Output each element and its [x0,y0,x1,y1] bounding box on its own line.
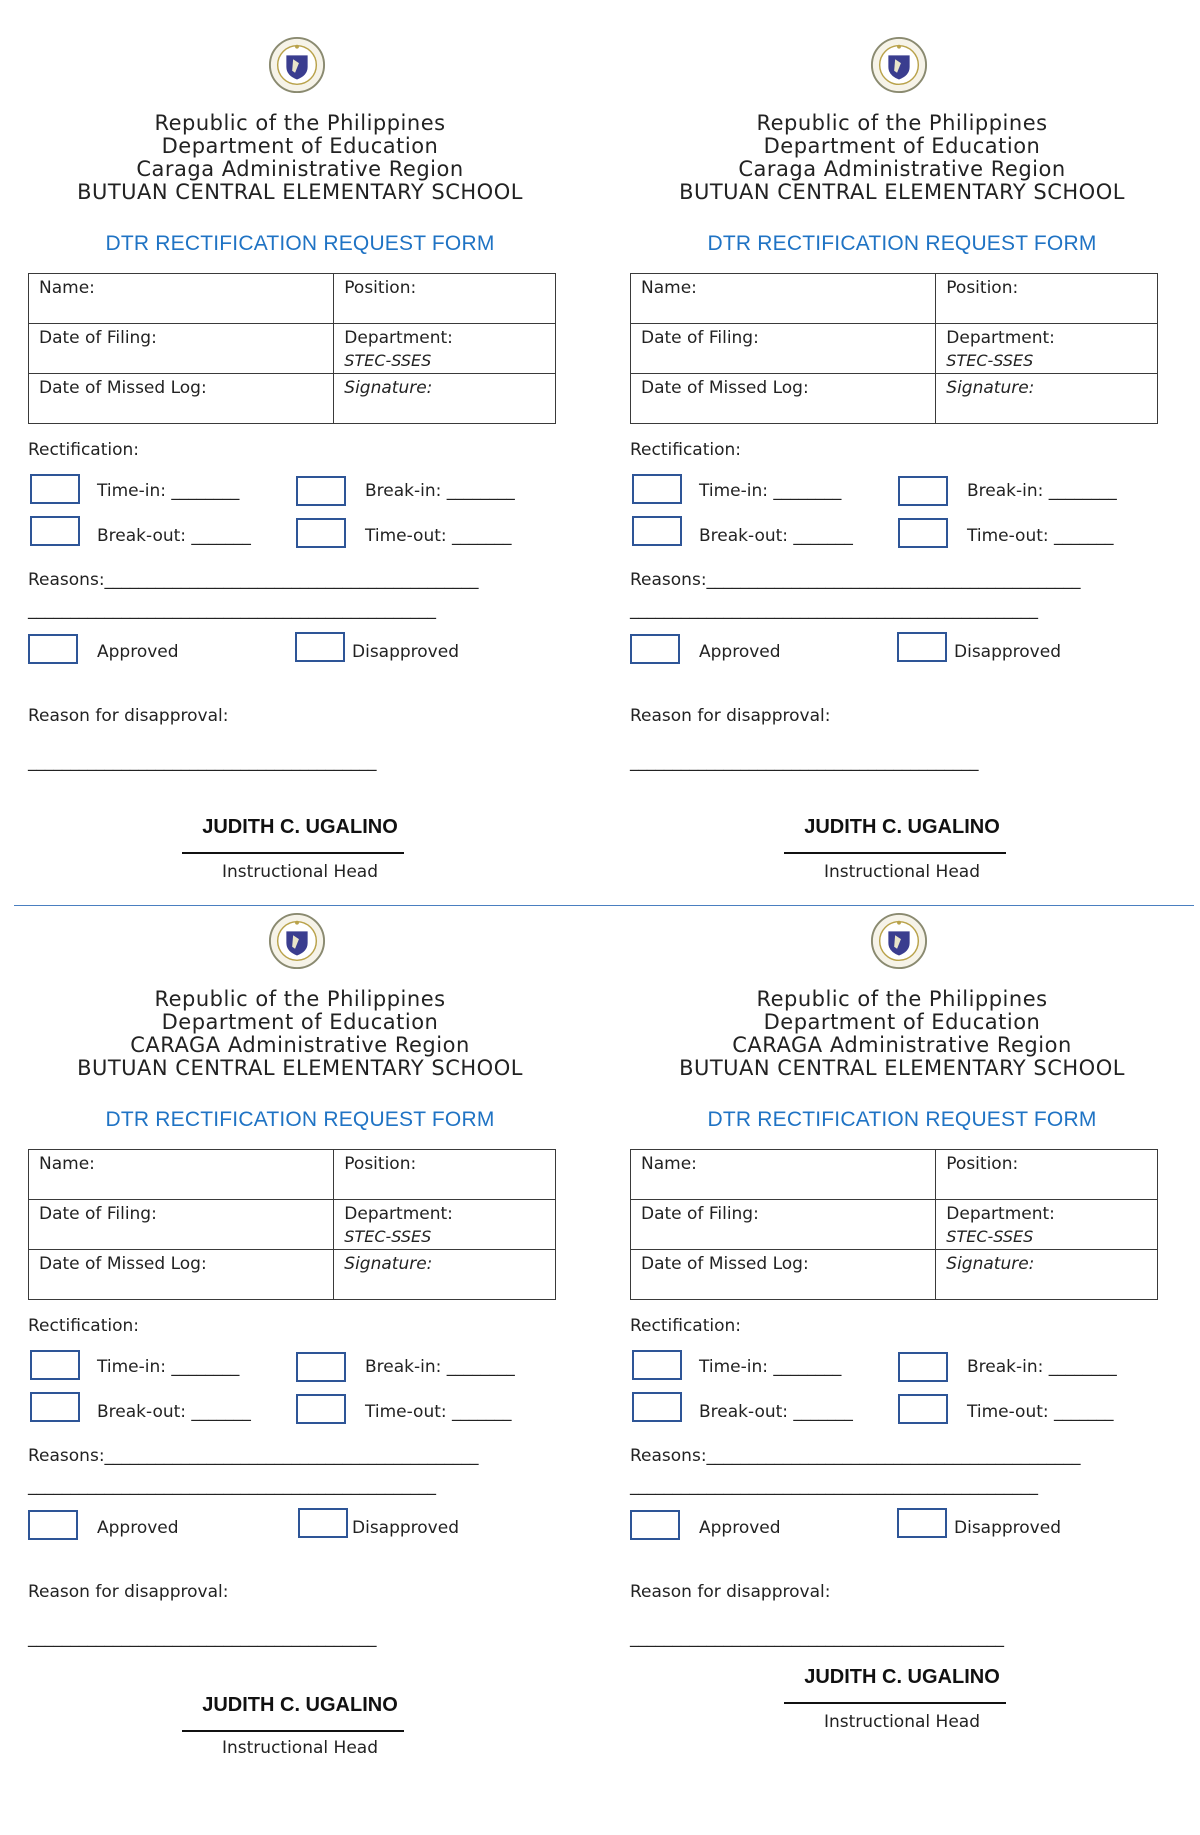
form-title: DTR RECTIFICATION REQUEST FORM [105,1108,495,1131]
header-line: Republic of the Philippines [154,111,446,135]
field-label: Position: [946,1154,1019,1174]
rectification-label: Rectification: [28,1316,140,1336]
field-label: Date of Missed Log: [641,1254,809,1274]
header-line: Department of Education [763,134,1041,158]
employee-info-table [28,273,556,424]
field-label: Date of Missed Log: [641,378,809,398]
disapproved-checkbox[interactable] [295,632,345,662]
reasons-line-2[interactable]: ________________________________________________ [28,600,436,620]
time-out-label: Time-out: _______ [967,1402,1114,1422]
break-out-checkbox[interactable] [632,1392,682,1422]
field-label: Date of Filing: [39,1204,157,1224]
field-label: Date of Missed Log: [39,378,207,398]
time-out-label: Time-out: _______ [967,526,1114,546]
break-out-label: Break-out: _______ [699,526,853,546]
school-name: BUTUAN CENTRAL ELEMENTARY SCHOOL [77,180,523,204]
break-out-checkbox[interactable] [30,516,80,546]
time-in-label: Time-in: ________ [97,481,240,501]
signatory-title: Instructional Head [222,862,378,882]
deped-seal-icon [870,912,928,970]
field-label: Name: [39,1154,95,1174]
employee-info-table [630,1149,1158,1300]
field-label: Name: [641,278,697,298]
position-field[interactable] [936,274,1158,324]
break-in-checkbox[interactable] [296,1352,346,1382]
field-label: Position: [946,278,1019,298]
disapproved-label: Disapproved [954,642,1061,662]
department-value: STEC-SSES [946,351,1034,370]
signatory-title: Instructional Head [824,1712,980,1732]
header-line: Caraga Administrative Region [136,157,464,181]
header-line: Republic of the Philippines [756,111,1048,135]
employee-info-table [28,1149,556,1300]
break-in-checkbox[interactable] [296,476,346,506]
signatory-name: JUDITH C. UGALINO [804,1666,1000,1688]
name-field[interactable] [631,274,936,324]
department-field[interactable] [936,324,1158,374]
break-out-label: Break-out: _______ [97,526,251,546]
approved-checkbox[interactable] [630,634,680,664]
school-name: BUTUAN CENTRAL ELEMENTARY SCHOOL [679,180,1125,204]
rectification-label: Rectification: [28,440,140,460]
disapproval-reason-line[interactable]: _________________________________________ [28,1628,377,1648]
reasons-line[interactable]: Reasons:____________________________________________ [28,570,479,590]
disapproval-reason-line[interactable]: _________________________________________ [630,752,979,772]
signature-field[interactable] [936,1250,1158,1300]
approved-label: Approved [699,1518,781,1538]
date-missed-log-field[interactable] [29,374,334,424]
date-of-filing-field[interactable] [29,324,334,374]
department-value: STEC-SSES [344,351,432,370]
signature-line [784,1702,1006,1704]
field-label: Department: [344,328,453,348]
time-in-label: Time-in: ________ [699,1357,842,1377]
school-name: BUTUAN CENTRAL ELEMENTARY SCHOOL [679,1056,1125,1080]
form-title: DTR RECTIFICATION REQUEST FORM [707,1108,1097,1131]
field-label: Signature: [946,1254,1035,1274]
reasons-line[interactable]: Reasons:____________________________________________ [630,1446,1081,1466]
field-label: Date of Filing: [39,328,157,348]
signatory-name: JUDITH C. UGALINO [202,1694,398,1716]
signatory-name: JUDITH C. UGALINO [804,816,1000,838]
signature-line [182,852,404,854]
reasons-line[interactable]: Reasons:____________________________________________ [630,570,1081,590]
signature-field[interactable] [334,374,556,424]
header-line: Republic of the Philippines [154,987,446,1011]
agency-header [602,988,1200,1080]
header-line: CARAGA Administrative Region [130,1033,470,1057]
disapproval-reason-line[interactable]: _________________________________________ [28,752,377,772]
field-label: Signature: [344,378,433,398]
reasons-line[interactable]: Reasons:____________________________________________ [28,1446,479,1466]
field-label: Department: [344,1204,453,1224]
disapproval-reason-label: Reason for disapproval: [28,706,229,726]
deped-seal-icon [268,36,326,94]
field-label: Date of Missed Log: [39,1254,207,1274]
disapproved-checkbox[interactable] [298,1508,348,1538]
employee-info-table [630,273,1158,424]
signature-field[interactable] [936,374,1158,424]
field-label: Position: [344,278,417,298]
disapproved-label: Disapproved [954,1518,1061,1538]
field-label: Department: [946,1204,1055,1224]
department-value: STEC-SSES [344,1227,432,1246]
break-out-label: Break-out: _______ [97,1402,251,1422]
field-label: Name: [641,1154,697,1174]
reasons-line-2[interactable]: ________________________________________________ [28,1476,436,1496]
reasons-line-2[interactable]: ________________________________________________ [630,600,1038,620]
time-in-checkbox[interactable] [632,474,682,504]
signature-field[interactable] [334,1250,556,1300]
field-label: Position: [344,1154,417,1174]
approved-label: Approved [97,1518,179,1538]
rectification-form [602,0,1200,900]
agency-header [602,112,1200,204]
rectification-label: Rectification: [630,1316,742,1336]
date-of-filing-field[interactable] [631,1200,936,1250]
rectification-form [602,876,1200,1776]
break-in-label: Break-in: ________ [365,1357,515,1377]
signatory-name: JUDITH C. UGALINO [202,816,398,838]
name-field[interactable] [29,274,334,324]
disapproved-checkbox[interactable] [897,1508,947,1538]
date-of-filing-field[interactable] [631,324,936,374]
signatory-title: Instructional Head [824,862,980,882]
time-in-checkbox[interactable] [30,1350,80,1380]
header-line: Department of Education [161,134,439,158]
time-out-label: Time-out: _______ [365,1402,512,1422]
field-label: Date of Filing: [641,328,759,348]
field-label: Name: [39,278,95,298]
field-label: Signature: [946,378,1035,398]
position-field[interactable] [936,1150,1158,1200]
disapproved-checkbox[interactable] [897,632,947,662]
approved-label: Approved [97,642,179,662]
break-out-checkbox[interactable] [632,516,682,546]
school-name: BUTUAN CENTRAL ELEMENTARY SCHOOL [77,1056,523,1080]
approved-checkbox[interactable] [630,1510,680,1540]
time-in-checkbox[interactable] [632,1350,682,1380]
break-in-checkbox[interactable] [898,476,948,506]
time-out-label: Time-out: _______ [365,526,512,546]
deped-seal-icon [268,912,326,970]
header-line: CARAGA Administrative Region [732,1033,1072,1057]
department-field[interactable] [936,1200,1158,1250]
disapproved-label: Disapproved [352,642,459,662]
break-in-label: Break-in: ________ [967,1357,1117,1377]
time-in-label: Time-in: ________ [97,1357,240,1377]
rectification-label: Rectification: [630,440,742,460]
rectification-form [0,876,600,1776]
header-line: Caraga Administrative Region [738,157,1066,181]
department-value: STEC-SSES [946,1227,1034,1246]
deped-seal-icon [870,36,928,94]
date-missed-log-field[interactable] [631,374,936,424]
time-out-checkbox[interactable] [296,518,346,548]
time-in-checkbox[interactable] [30,474,80,504]
time-in-label: Time-in: ________ [699,481,842,501]
approved-label: Approved [699,642,781,662]
time-out-checkbox[interactable] [898,518,948,548]
department-field[interactable] [334,1200,556,1250]
time-out-checkbox[interactable] [296,1394,346,1424]
field-label: Signature: [344,1254,433,1274]
signature-line [784,852,1006,854]
form-title: DTR RECTIFICATION REQUEST FORM [105,232,495,255]
disapproval-reason-line[interactable]: ____________________________________________ [630,1628,1004,1648]
reasons-line-2[interactable]: ________________________________________________ [630,1476,1038,1496]
break-out-checkbox[interactable] [30,1392,80,1422]
name-field[interactable] [29,1150,334,1200]
disapproval-reason-label: Reason for disapproval: [28,1582,229,1602]
date-missed-log-field[interactable] [631,1250,936,1300]
agency-header [0,112,600,204]
approved-checkbox[interactable] [28,634,78,664]
date-of-filing-field[interactable] [29,1200,334,1250]
disapproved-label: Disapproved [352,1518,459,1538]
break-in-label: Break-in: ________ [365,481,515,501]
header-line: Republic of the Philippines [756,987,1048,1011]
break-in-checkbox[interactable] [898,1352,948,1382]
name-field[interactable] [631,1150,936,1200]
disapproval-reason-label: Reason for disapproval: [630,1582,831,1602]
time-out-checkbox[interactable] [898,1394,948,1424]
break-in-label: Break-in: ________ [967,481,1117,501]
break-out-label: Break-out: _______ [699,1402,853,1422]
header-line: Department of Education [763,1010,1041,1034]
signature-line [182,1730,404,1732]
signatory-title: Instructional Head [222,1738,378,1758]
field-label: Department: [946,328,1055,348]
rectification-form [0,0,600,900]
date-missed-log-field[interactable] [29,1250,334,1300]
position-field[interactable] [334,274,556,324]
field-label: Date of Filing: [641,1204,759,1224]
department-field[interactable] [334,324,556,374]
form-title: DTR RECTIFICATION REQUEST FORM [707,232,1097,255]
disapproval-reason-label: Reason for disapproval: [630,706,831,726]
header-line: Department of Education [161,1010,439,1034]
position-field[interactable] [334,1150,556,1200]
agency-header [0,988,600,1080]
approved-checkbox[interactable] [28,1510,78,1540]
